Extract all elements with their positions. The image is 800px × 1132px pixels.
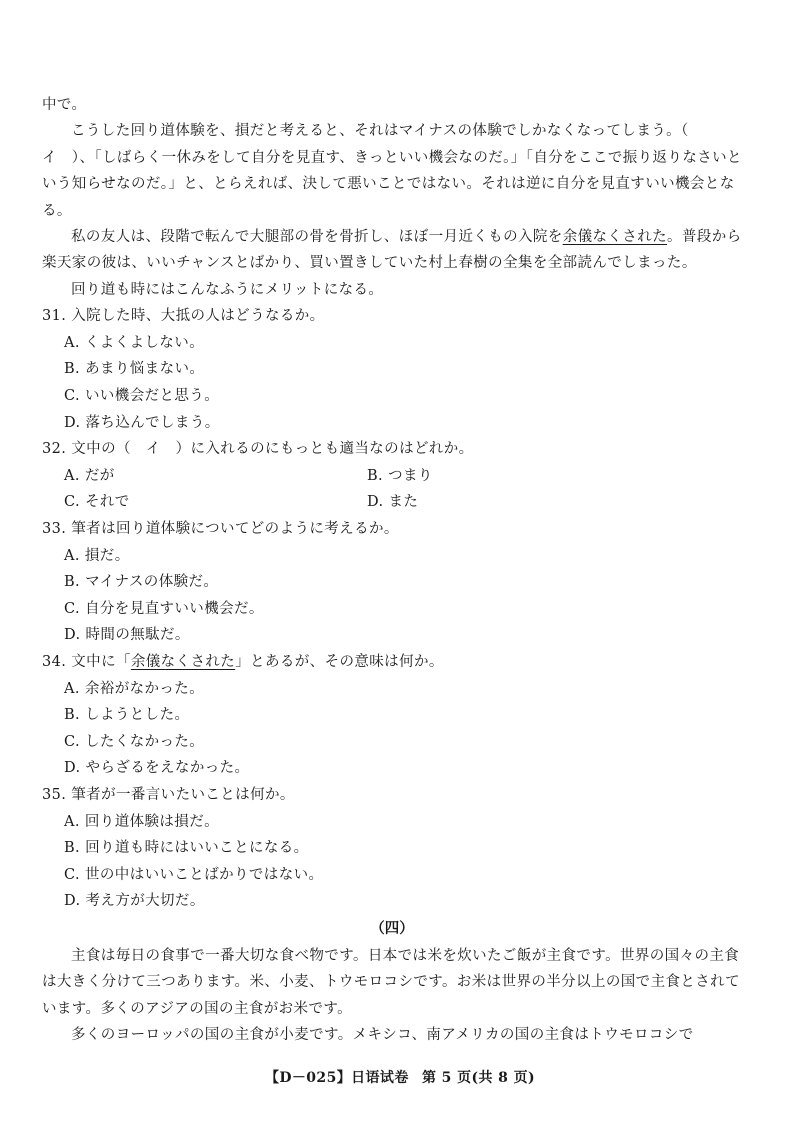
option-32d: D. また bbox=[367, 494, 419, 511]
option-34c: C. したくなかった。 bbox=[64, 733, 205, 750]
option-row bbox=[64, 489, 742, 516]
option-35c: C. 世の中はいいことばかりではない。 bbox=[64, 866, 324, 883]
option-35a: A. 回り道体験は損だ。 bbox=[64, 813, 219, 830]
question-text: 34. 文中に「 bbox=[42, 653, 131, 670]
underlined-phrase: 余儀なくされた bbox=[130, 653, 236, 670]
option-33c: C. 自分を見直すいい機会だ。 bbox=[64, 600, 264, 617]
underlined-phrase: 余儀なくされた bbox=[562, 229, 668, 246]
option-34a: A. 余裕がなかった。 bbox=[64, 680, 205, 697]
passage-paragraph-2 bbox=[42, 224, 742, 277]
question-text: 」とあるが、その意味は何か。 bbox=[235, 653, 444, 670]
option-34d: D. やらざるをえなかった。 bbox=[64, 760, 250, 777]
option-31c: C. いい機会だと思う。 bbox=[64, 388, 220, 405]
option-31b: B. あまり悩まない。 bbox=[64, 361, 205, 378]
exam-code: 【D－025】日语试卷 bbox=[264, 1070, 409, 1086]
exam-page bbox=[42, 92, 742, 1049]
option-33a: A. 損だ。 bbox=[64, 547, 130, 564]
option-31a: A. くよくよしない。 bbox=[64, 334, 205, 351]
option-35b: B. 回り道も時にはいいことになる。 bbox=[64, 840, 309, 857]
page-number: 第 5 页(共 8 页) bbox=[422, 1070, 536, 1086]
page-footer bbox=[0, 1067, 800, 1087]
question-34 bbox=[42, 649, 742, 676]
option-32c: C. それで bbox=[64, 494, 130, 511]
section4-paragraph-1: 主食は毎日の食事で一番大切な食べ物です。日本では米を炊いたご飯が主食です。世界の国々の主食は大きく分けて三つあります。米、小麦、トウモロコシです。お米は世界の半分以上の国で主食とされています。多くのアジアの国の主食がお米です。 bbox=[42, 947, 740, 1017]
section-heading: （四） bbox=[370, 919, 414, 937]
option-33b: B. マイナスの体験だ。 bbox=[64, 574, 219, 591]
option-35d: D. 考え方が大切だ。 bbox=[64, 893, 205, 910]
option-row bbox=[64, 463, 742, 490]
option-31d: D. 落ち込んでしまう。 bbox=[64, 414, 220, 431]
passage-text: 。普段から楽天家の彼は、いいチャンスとばかり、買い置きしていた村上春樹の全集を全部読んでしまった。 bbox=[42, 229, 742, 272]
option-34b: B. しようとした。 bbox=[64, 707, 190, 724]
option-32a: A. だが bbox=[64, 467, 115, 484]
question-32: 32. 文中の（ イ ）に入れるのにもっとも適当なのはどれか。 bbox=[42, 441, 474, 458]
question-35: 35. 筆者が一番言いたいことは何か。 bbox=[42, 786, 295, 803]
passage-fragment: 中で。 bbox=[42, 97, 87, 113]
passage-text: 私の友人は、段階で転んで大腿部の骨を骨折し、ほぼ一月近くもの入院を bbox=[71, 229, 563, 246]
passage-paragraph-3: 回り道も時にはこんなふうにメリットになる。 bbox=[71, 281, 384, 298]
option-33d: D. 時間の無駄だ。 bbox=[64, 627, 190, 644]
question-33: 33. 筆者は回り道体験についてどのように考えるか。 bbox=[42, 521, 399, 537]
question-31: 31. 入院した時、大抵の人はどうなるか。 bbox=[42, 308, 325, 325]
section4-paragraph-2: 多くのヨーロッパの国の主食が小麦です。メキシコ、南アメリカの国の主食はトウモロコシで bbox=[71, 1027, 694, 1044]
option-32b: B. つまり bbox=[367, 467, 433, 484]
passage-paragraph-1: こうした回り道体験を、損だと考えると、それはマイナスの体験でしかなくなってしまう。（ イ ）、「しばらく一休みをして自分を見直す、きっといい機会なのだ。」「自分をここで振り返りなさいという知らせなのだ。」と、とらえれば、決して悪いことではない。それは逆に自分を見直すいい機会となる。 bbox=[42, 123, 742, 219]
